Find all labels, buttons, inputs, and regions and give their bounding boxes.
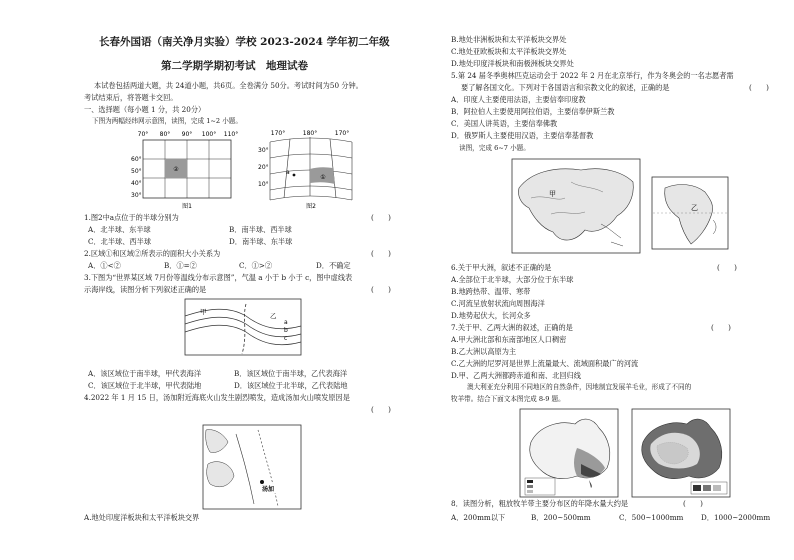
- q4-option-c: C.地处亚欧板块和太平洋板块交界处: [451, 47, 567, 56]
- map1-lon-100: 100°: [201, 131, 217, 138]
- q2-option-a: A．①<②: [88, 261, 121, 270]
- isotherm-diagram: [184, 298, 302, 356]
- map1-lon-70: 70°: [137, 131, 149, 138]
- map1-lat-30: 30°: [131, 192, 142, 199]
- map1-lat-50: 50°: [131, 168, 142, 175]
- q8-answer-paren: ( ): [683, 499, 703, 508]
- q3-answer-paren: ( ): [371, 285, 391, 294]
- q4-option-a: A.地处印度洋板块和太平洋板块交界: [84, 513, 200, 522]
- q5-stem-line1: 5.第 24 届冬季奥林匹克运动会于 2022 年 2 月在北京举行，作为冬奥会的一名志愿者需: [451, 71, 734, 80]
- q3-option-a: A．该区域位于南半球，甲代表海洋: [88, 369, 202, 378]
- q5-option-d: D．俄罗斯人主要使用汉语，主要信奉基督教: [451, 131, 594, 140]
- map2-marker: ①: [320, 174, 326, 181]
- q6-option-b: B.地跨热带、温带、寒带: [451, 287, 531, 296]
- q3-option-c: C．该区域位于北半球，甲代表陆地: [88, 381, 202, 390]
- q8-stem: 8．读图分析，粗放牧羊带主要分布区的年降水量大约是: [451, 499, 629, 508]
- map1-lon-110: 110°: [223, 131, 239, 138]
- q6-option-a: A.全部位于北半球，大部分位于东半球: [451, 275, 574, 284]
- map1-lon-labels: [138, 131, 239, 138]
- q8-option-d: D．1000~2000mm: [701, 513, 771, 522]
- lead-q8-9-line1: 澳大利亚充分利用不同地区的自然条件，因地制宜发展羊毛业，形成了不同的: [467, 383, 692, 391]
- isotherm-label-a: a: [284, 319, 288, 326]
- q2-stem: 2.区域①和区域②所表示的面积大小关系为: [84, 249, 221, 258]
- q5-option-a: A．印度人主要使用法语，主要信奉印度教: [451, 95, 586, 104]
- map2-lat-10: 10°: [258, 181, 269, 188]
- q1-option-c: C．北半球、西半球: [88, 237, 152, 246]
- africa-map: [651, 176, 729, 250]
- map1-caption: 图1: [182, 203, 192, 210]
- lead-q6-7: 读图，完成 6~7 小题。: [459, 144, 530, 152]
- q4-option-b: B.地处非洲板块和太平洋板块交界处: [451, 35, 567, 44]
- q3-stem-line2: 示海岸线，读图分析下列叙述正确的是: [84, 285, 207, 294]
- q3-option-b: B．该区域位于南半球，乙代表海洋: [234, 369, 348, 378]
- map2-lat-30: 30°: [258, 147, 269, 154]
- isotherm-label-b: b: [284, 327, 288, 334]
- tonga-label: 汤加: [262, 486, 275, 493]
- q2-option-c: C．①>②: [239, 261, 273, 270]
- lead-q8-9-line2: 牧羊带。结合下面文本图完成 8-9 题。: [451, 395, 565, 403]
- q7-option-b: B.乙大洲以高原为主: [451, 347, 517, 356]
- isotherm-label-yi: 乙: [270, 312, 277, 320]
- q7-stem: 7.关于甲、乙两大洲的叙述，正确的是: [451, 323, 573, 332]
- q7-option-a: A.甲大洲北部和东南部地区人口稠密: [451, 335, 567, 344]
- q6-option-c: C.河流呈放射状流向周围海洋: [451, 299, 545, 308]
- q4-stem: 4.2022 年 1 月 15 日，汤加附近海底火山发生剧烈喷发，造成汤加火山喷发原因是: [84, 393, 350, 402]
- q2-option-d: D．不确定: [316, 261, 351, 270]
- map1-lat-60: 60°: [131, 156, 142, 163]
- q5-option-b: B．阿拉伯人主要使用阿拉伯语，主要信奉伊斯兰教: [451, 107, 615, 116]
- intro-line2: 考试结束后，将答题卡交回。: [84, 93, 178, 102]
- q1-answer-paren: ( ): [371, 213, 391, 222]
- q1-option-b: B．南半球、西半球: [229, 225, 292, 234]
- q3-option-d: D．该区域位于北半球，乙代表陆地: [234, 381, 348, 390]
- section-heading: 一、选择题（每小题 1 分，共 20分）: [84, 105, 206, 114]
- q4-answer-paren: ( ): [371, 405, 391, 414]
- grid-map-1: [129, 128, 249, 210]
- asia-map: [511, 158, 641, 254]
- exam-title-line1: 长春外国语（南关净月实验）学校 2023-2024 学年初二年级: [99, 36, 390, 48]
- map1-lon-90: 90°: [181, 131, 193, 138]
- australia-rainfall-map: [631, 408, 731, 498]
- map2-lon-180: 180°: [302, 130, 318, 137]
- q2-answer-paren: ( ): [371, 249, 391, 258]
- q7-option-d: D.甲、乙两大洲都跨赤道和南、北回归线: [451, 371, 581, 380]
- isotherm-label-c: c: [284, 335, 288, 342]
- q8-option-c: C．500~1000mm: [619, 513, 684, 522]
- q8-option-a: A．200mm以下: [451, 513, 506, 522]
- exam-title-line2: 第二学期学期初考试 地理试卷: [161, 60, 308, 72]
- africa-map-label-yi: 乙: [691, 204, 698, 212]
- q7-option-c: C.乙大洲的尼罗河是世界上流量最大、流域面积最广的河流: [451, 359, 639, 368]
- q4-option-d: D.地处印度洋板块和南极洲板块交界处: [451, 59, 574, 68]
- q5-answer-paren: ( ): [749, 83, 769, 92]
- intro-line1: 本试卷包括两道大题，共 24道小题，共6页。全卷满分 50分。考试时间为50 分钟。: [94, 81, 363, 90]
- q6-answer-paren: ( ): [717, 263, 737, 272]
- q6-stem: 6.关于甲大洲，叙述不正确的是: [451, 263, 552, 272]
- map2-point-a-label: a: [286, 169, 290, 176]
- tonga-volcano-marker: [260, 480, 264, 484]
- map1-lon-80: 80°: [159, 131, 171, 138]
- asia-map-label-jia: 甲: [549, 190, 556, 198]
- grid-map-2: [256, 128, 366, 210]
- q1-option-d: D．南半球、东半球: [229, 237, 293, 246]
- q1-stem: 1.图2中a点位于的半球分别为: [84, 213, 179, 222]
- q6-option-d: D.地势起伏大，长河众多: [451, 311, 531, 320]
- lead-q1-2: 下图为两幅经纬网示意图，读图，完成 1~2 小题。: [92, 117, 242, 125]
- q5-stem-line2: 要了解各国文化。下列对于各国语言和宗教文化的叙述，正确的是: [461, 83, 670, 92]
- tonga-map: [202, 424, 302, 510]
- isotherm-label-jia: 甲: [200, 308, 207, 316]
- q3-stem-line1: 3.下图为“世界某区域 7月份等温线分布示意图”，气温 a 小于 b 小于 c，图中虚线表: [84, 273, 353, 282]
- map2-lat-20: 20°: [258, 164, 269, 171]
- map1-marker: ②: [173, 166, 179, 173]
- map2-lon-170e: 170°: [334, 130, 350, 137]
- q8-option-b: B．200~500mm: [531, 513, 591, 522]
- q5-option-c: C．美国人讲英语，主要信奉佛教: [451, 119, 558, 128]
- map1-lat-40: 40°: [131, 180, 142, 187]
- q7-answer-paren: ( ): [711, 323, 731, 332]
- q2-option-b: B．①=②: [164, 261, 197, 270]
- map2-point-a: [293, 174, 296, 177]
- map2-lon-170w: 170°: [270, 130, 286, 137]
- map2-caption: 图2: [306, 203, 316, 210]
- q1-option-a: A．北半球、东半球: [88, 225, 151, 234]
- australia-sheep-belt-map: [519, 408, 619, 498]
